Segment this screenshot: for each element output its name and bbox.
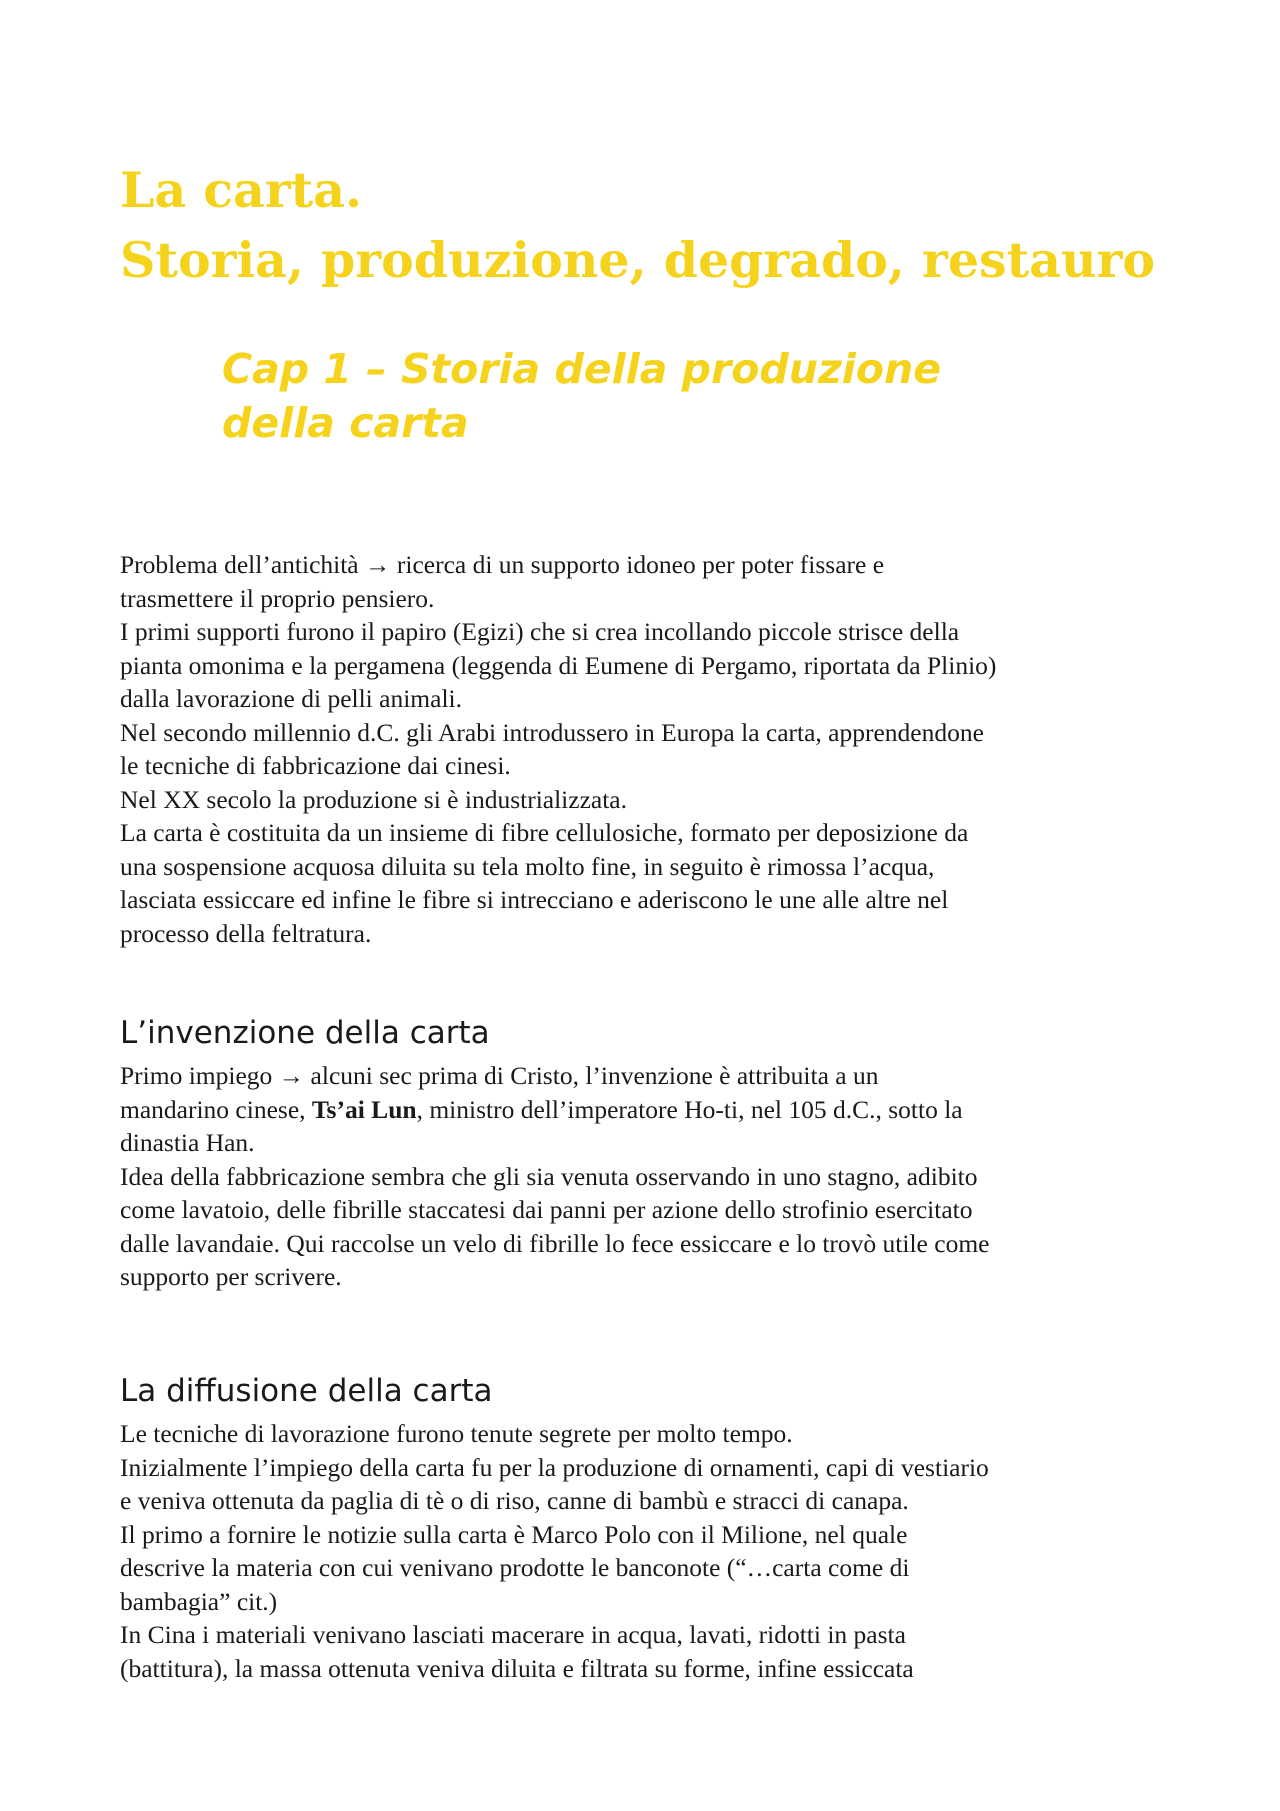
text-run: mandarino cinese,	[120, 1094, 312, 1124]
text-line: Idea della fabbricazione sembra che gli sia venuta osservando in uno stagno, adibito	[120, 1161, 978, 1191]
text-line: dalla lavorazione di pelli animali.	[120, 684, 462, 713]
chapter-heading-line: Cap 1 – Storia della produzione	[222, 345, 942, 393]
text-line	[120, 1093, 1180, 1127]
text-line: le tecniche di fabbricazione dai cinesi.	[120, 751, 511, 780]
text-line: La carta è costituita da un insieme di fibre cellulosiche, formato per deposizione da	[120, 818, 969, 847]
text-line: I primi supporti furono il papiro (Egizi) che si crea incollando piccole strisce della	[120, 617, 960, 646]
text-line: (battitura), la massa ottenuta veniva diluita e filtrata su forme, infine essiccata	[120, 1653, 914, 1683]
chapter-heading	[222, 342, 1122, 450]
text-line: Nel secondo millennio d.C. gli Arabi introdussero in Europa la carta, apprendendone	[120, 717, 984, 747]
text-line: e veniva ottenuta da paglia di tè o di riso, canne di bambù e stracci di canapa.	[120, 1486, 909, 1515]
text-line: Problema dell’antichità → ricerca di un supporto idoneo per poter fissare e	[120, 550, 885, 579]
text-line: dalle lavandaie. Qui raccolse un velo di fibrille lo fece essiccare e lo trovò utile come	[120, 1228, 990, 1258]
document-title	[120, 155, 1180, 295]
text-line: Nel XX secolo la produzione si è industrializzata.	[120, 784, 627, 814]
chapter-heading-line: della carta	[222, 399, 469, 447]
section-heading-diffusione: La diffusione della carta	[120, 1373, 493, 1409]
text-line: lasciata essiccare ed infine le fibre si intrecciano e aderiscono le une alle altre nel	[120, 885, 949, 914]
text-line: descrive la materia con cui venivano prodotte le banconote (“…carta come di	[120, 1553, 910, 1582]
text-line: trasmettere il proprio pensiero.	[120, 583, 435, 613]
person-name: Ts’ai Lun	[311, 1094, 417, 1124]
section-heading-invenzione: L’invenzione della carta	[120, 1015, 490, 1051]
text-run: , ministro dell’imperatore Ho-ti, nel 105 d.C., sotto la	[416, 1094, 963, 1124]
text-line: processo della feltratura.	[120, 918, 372, 948]
diffusione-paragraph	[120, 1417, 1180, 1685]
text-line: supporto per scrivere.	[120, 1262, 342, 1291]
title-line: La carta.	[120, 161, 363, 219]
text-line: bambagia” cit.)	[120, 1586, 278, 1616]
text-line: In Cina i materiali venivano lasciati macerare in acqua, lavati, ridotti in pasta	[120, 1620, 906, 1649]
text-line: Le tecniche di lavorazione furono tenute segrete per molto tempo.	[120, 1419, 793, 1448]
text-line: come lavatoio, delle fibrille staccatesi dai panni per azione dello strofinio esercitato	[120, 1195, 973, 1224]
text-line: Il primo a fornire le notizie sulla carta è Marco Polo con il Milione, nel quale	[120, 1519, 908, 1549]
text-line: pianta omonima e la pergamena (leggenda di Eumene di Pergamo, riportata da Plinio)	[120, 650, 997, 680]
text-line: Primo impiego → alcuni sec prima di Cristo, l’invenzione è attribuita a un	[120, 1061, 879, 1090]
invenzione-paragraph	[120, 1059, 1180, 1294]
title-line: Storia, produzione, degrado, restauro	[120, 231, 1156, 289]
intro-paragraph	[120, 548, 1180, 950]
text-line: dinastia Han.	[120, 1128, 255, 1157]
text-line: una sospensione acquosa diluita su tela molto fine, in seguito è rimossa l’acqua,	[120, 851, 935, 881]
text-line: Inizialmente l’impiego della carta fu per la produzione di ornamenti, capi di vestiario	[120, 1452, 989, 1482]
